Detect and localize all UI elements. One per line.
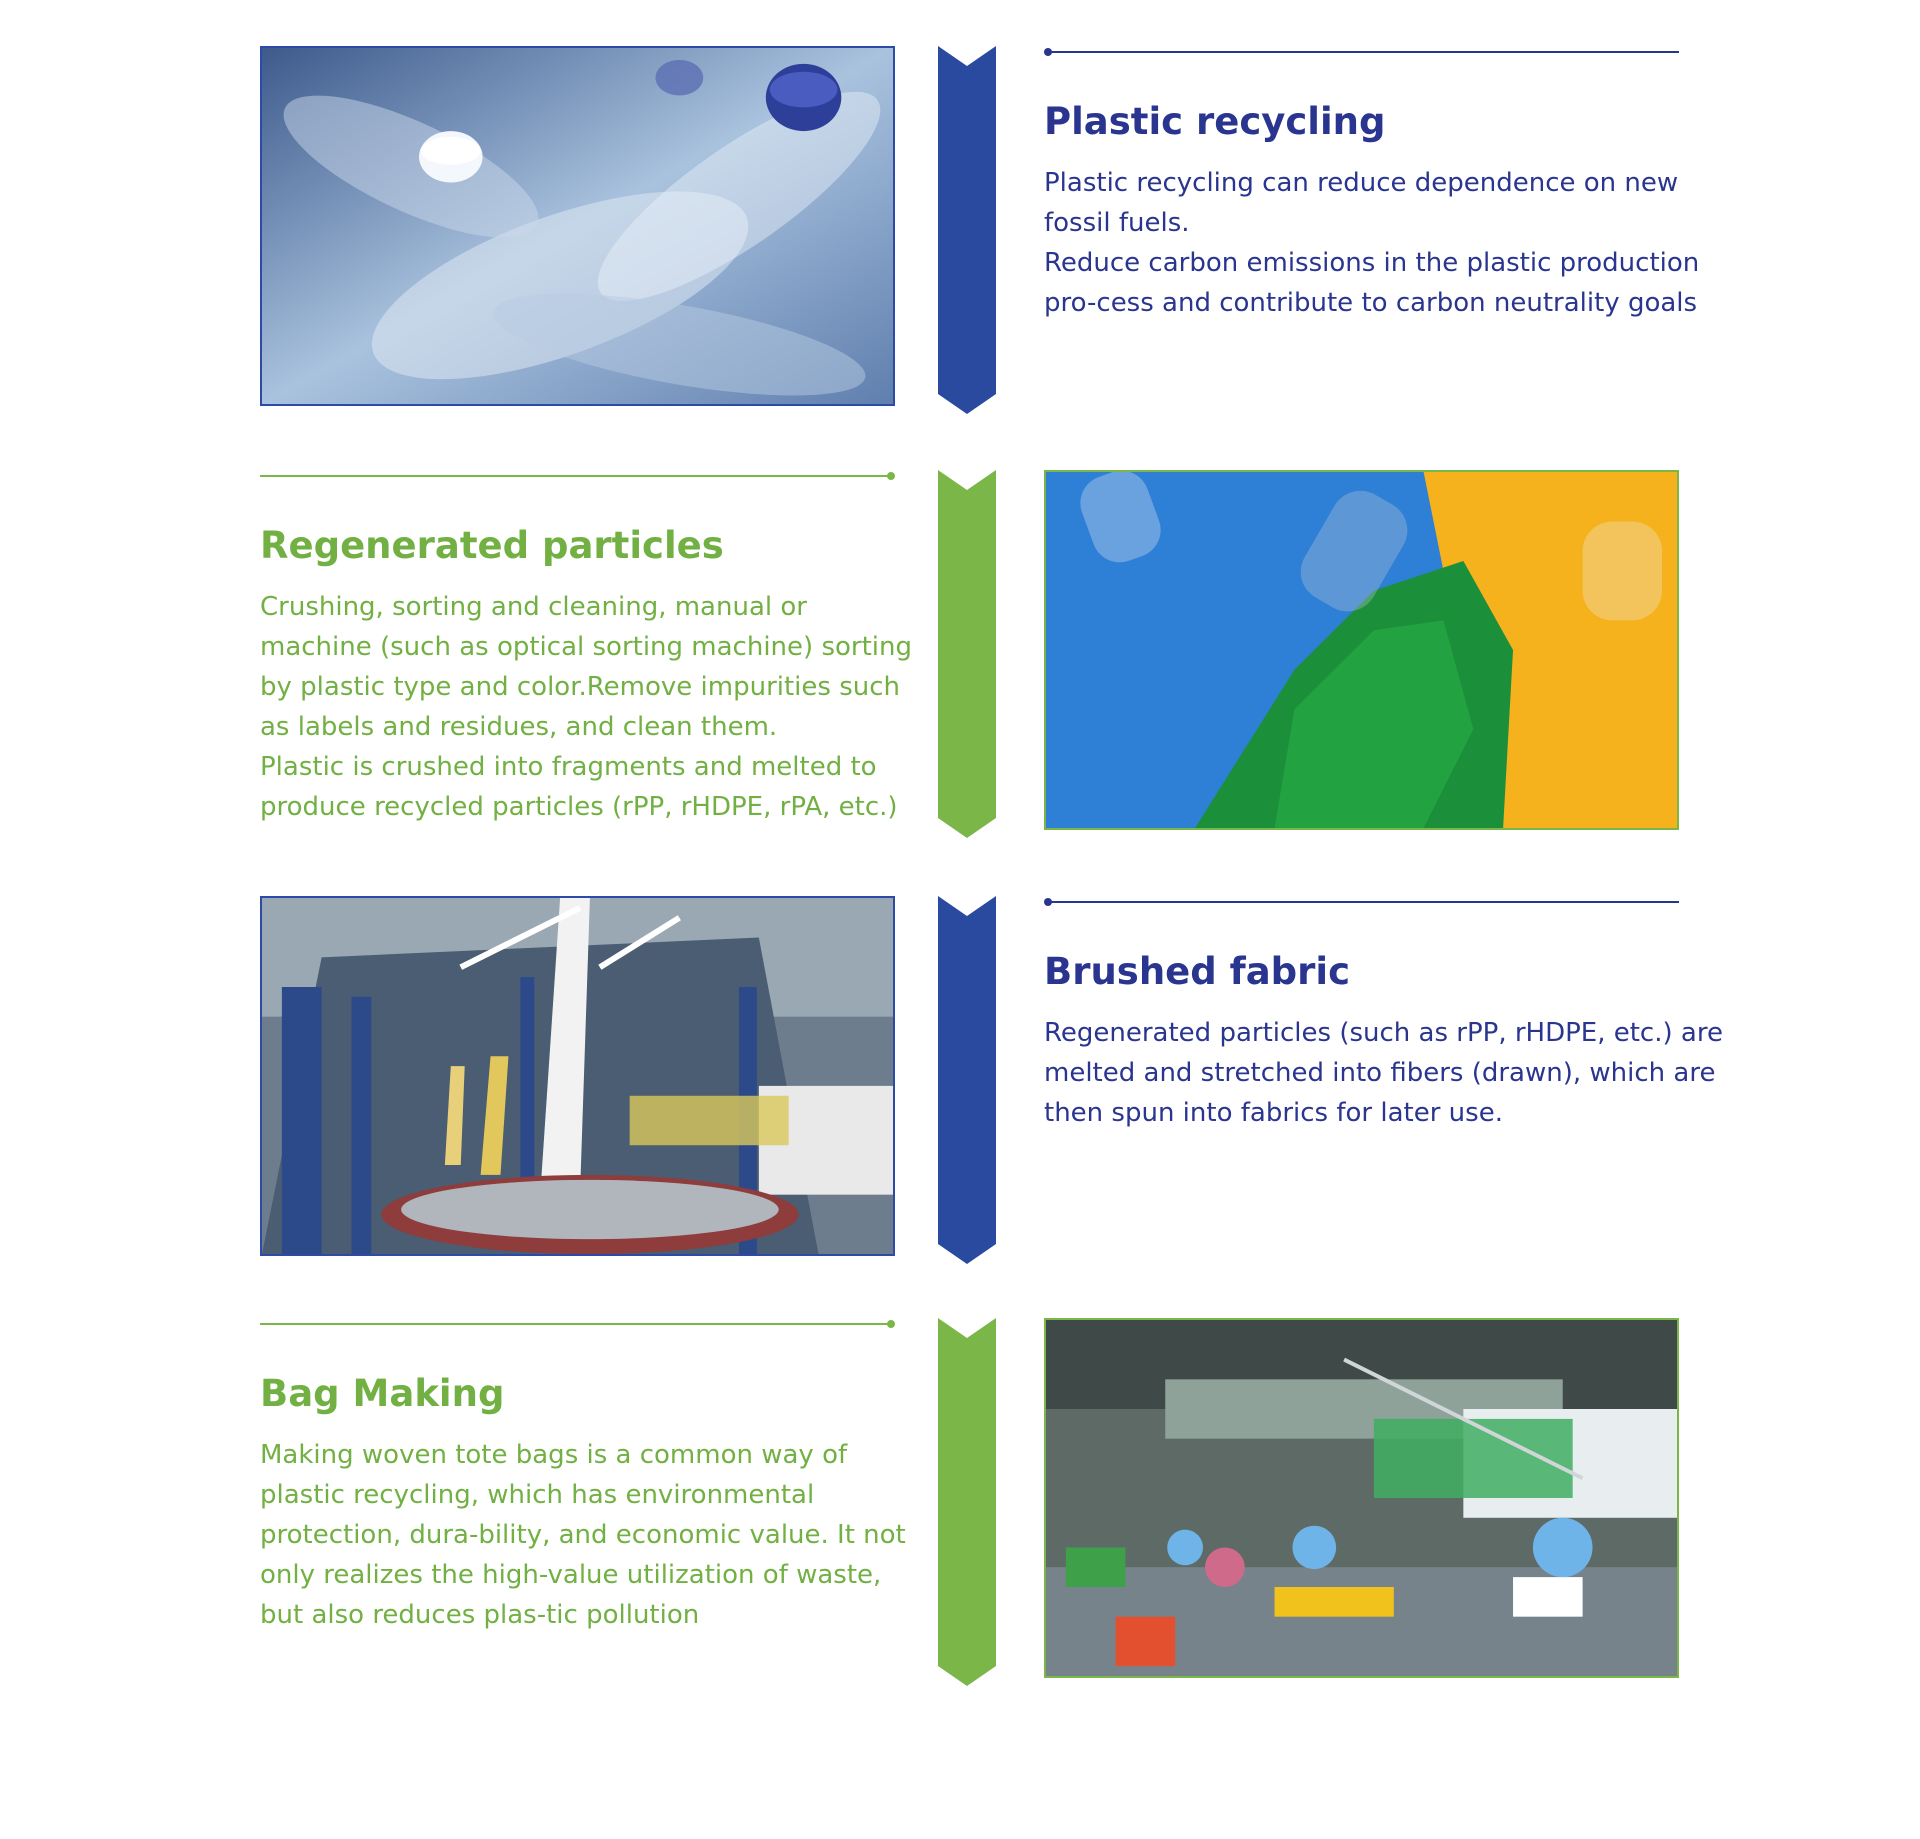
body-paragraph: Reduce carbon emissions in the plastic production pro-cess and contribute to carbon neutrality goals bbox=[1044, 247, 1700, 318]
step-connector-blue bbox=[938, 46, 996, 414]
section-text bbox=[260, 470, 960, 827]
body-paragraph: Plastic is crushed into fragments and melted to produce recycled particles (rPP, rHDPE, rPA, etc.) bbox=[260, 751, 898, 822]
plastic-bottles-photo bbox=[260, 46, 895, 406]
section-text bbox=[260, 1318, 960, 1635]
step-connector-blue bbox=[938, 896, 996, 1264]
weaving-factory-photo bbox=[260, 896, 895, 1256]
section-text bbox=[1044, 896, 1744, 1133]
plastic-pellets-photo bbox=[1044, 470, 1679, 830]
divider-rule bbox=[260, 1318, 895, 1330]
section-title: Bag Making bbox=[260, 1372, 505, 1415]
section-brushed-fabric bbox=[0, 896, 1920, 1266]
body-paragraph: Plastic recycling can reduce dependence on new fossil fuels. bbox=[1044, 167, 1679, 238]
section-bag-making bbox=[0, 1318, 1920, 1688]
section-regenerated-particles bbox=[0, 470, 1920, 840]
section-body bbox=[1044, 1013, 1744, 1133]
section-title: Brushed fabric bbox=[1044, 950, 1351, 993]
body-paragraph: Crushing, sorting and cleaning, manual or machine (such as optical sorting machine) sorting by plastic type and color.Remove impurities such as labels and residues, and clean them. bbox=[260, 591, 912, 742]
section-body bbox=[260, 587, 920, 827]
section-body bbox=[1044, 163, 1744, 323]
body-paragraph: Regenerated particles (such as rPP, rHDPE, etc.) are melted and stretched into fibers (drawn), which are then spun into fabrics for later use. bbox=[1044, 1017, 1723, 1128]
step-connector-green bbox=[938, 1318, 996, 1686]
step-connector-green bbox=[938, 470, 996, 838]
body-paragraph: Making woven tote bags is a common way of plastic recycling, which has environmental protection, dura-bility, and economic value. It not only realizes the high-value utilization of waste, but also reduces plas-tic pollution bbox=[260, 1439, 906, 1630]
section-text bbox=[1044, 46, 1744, 323]
divider-rule bbox=[260, 470, 895, 482]
section-title: Plastic recycling bbox=[1044, 100, 1386, 143]
section-title: Regenerated particles bbox=[260, 524, 724, 567]
section-body bbox=[260, 1435, 920, 1635]
divider-rule bbox=[1044, 896, 1679, 908]
section-plastic-recycling bbox=[0, 46, 1920, 416]
bag-workshop-photo bbox=[1044, 1318, 1679, 1678]
divider-rule bbox=[1044, 46, 1679, 58]
